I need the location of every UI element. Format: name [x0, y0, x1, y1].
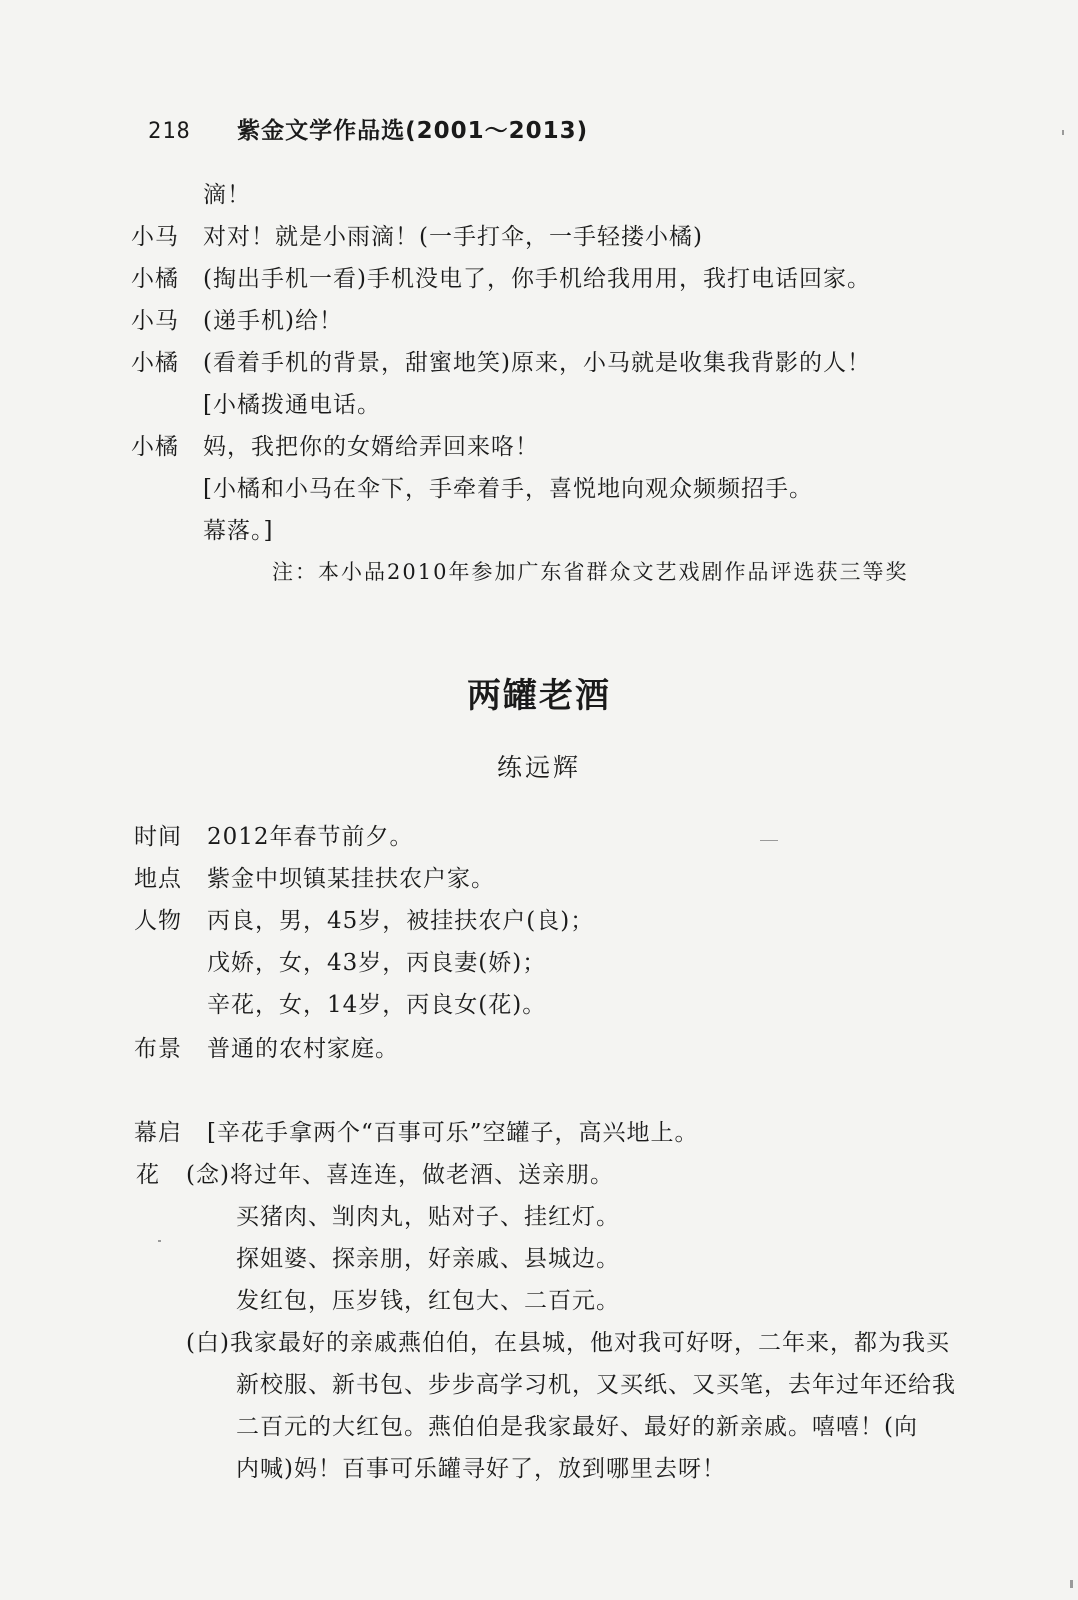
scan-speck	[1062, 130, 1064, 135]
line-text: 发红包，压岁钱，红包大、二百元。	[236, 1288, 620, 1314]
scan-speck	[1070, 1580, 1073, 1588]
setting-label: 布景	[134, 1036, 182, 1062]
line-text: 新校服、新书包、步步高学习机，又买纸、又买笔，去年过年还给我	[236, 1372, 956, 1398]
setting-text: 普通的农村家庭。	[207, 1036, 399, 1062]
line-text: 妈，我把你的女婿给弄回来咯！	[203, 434, 539, 460]
speaker: 小橘	[131, 266, 179, 292]
line-text: (看着手机的背景，甜蜜地笑)原来，小马就是收集我背影的人！	[203, 350, 871, 376]
line-text: (白)我家最好的亲戚燕伯伯，在县城，他对我可好呀，二年来，都为我买	[186, 1330, 950, 1356]
setting-label: 地点	[134, 866, 182, 892]
award-note: 注：本小品2010年参加广东省群众文艺戏剧作品评选获三等奖	[272, 560, 909, 584]
line-text: [小橘和小马在伞下，手牵着手，喜悦地向观众频频招手。	[203, 476, 813, 502]
scan-speck	[760, 840, 778, 841]
line-text: (掏出手机一看)手机没电了，你手机给我用用，我打电话回家。	[203, 266, 871, 292]
line-text: 探姐婆、探亲朋，好亲戚、县城边。	[236, 1246, 620, 1272]
page-number: 218	[148, 119, 191, 144]
speaker: 小橘	[131, 350, 179, 376]
setting-text: 辛花，女，14岁，丙良女(花)。	[207, 992, 547, 1018]
speaker: 小马	[131, 308, 179, 334]
setting-label: 人物	[134, 908, 182, 934]
speaker: 小橘	[131, 434, 179, 460]
line-text: 对对！就是小雨滴！(一手打伞，一手轻搂小橘)	[203, 224, 703, 250]
setting-text: 丙良，男，45岁，被挂扶农户(良)；	[207, 908, 595, 934]
setting-label: 时间	[134, 824, 182, 850]
speaker: 花	[136, 1162, 160, 1188]
line-text: [小橘拨通电话。	[203, 392, 381, 418]
setting-text: 紫金中坝镇某挂扶农户家。	[207, 866, 495, 892]
line-text: 滴！	[203, 182, 251, 208]
line-text: 内喊)妈！百事可乐罐寻好了，放到哪里去呀！	[236, 1456, 726, 1482]
setting-text: 戊娇，女，43岁，丙良妻(娇)；	[207, 950, 547, 976]
speaker: 小马	[131, 224, 179, 250]
opening-text: [辛花手拿两个“百事可乐”空罐子，高兴地上。	[207, 1120, 699, 1146]
play-author: 练远辉	[496, 753, 581, 782]
opening-label: 幕启	[134, 1120, 182, 1146]
line-text: 幕落。]	[203, 518, 274, 544]
play-title: 两罐老酒	[467, 676, 611, 716]
line-text: 买猪肉、㓥肉丸，贴对子、挂红灯。	[236, 1204, 620, 1230]
scan-speck	[158, 1240, 161, 1242]
setting-text: 2012年春节前夕。	[207, 824, 414, 850]
book-title: 紫金文学作品选(2001～2013)	[237, 118, 589, 144]
line-text: (递手机)给！	[203, 308, 343, 334]
running-header	[148, 112, 588, 145]
line-text: 二百元的大红包。燕伯伯是我家最好、最好的新亲戚。嘻嘻！(向	[236, 1414, 918, 1440]
line-text: (念)将过年、喜连连，做老酒、送亲朋。	[186, 1162, 614, 1188]
